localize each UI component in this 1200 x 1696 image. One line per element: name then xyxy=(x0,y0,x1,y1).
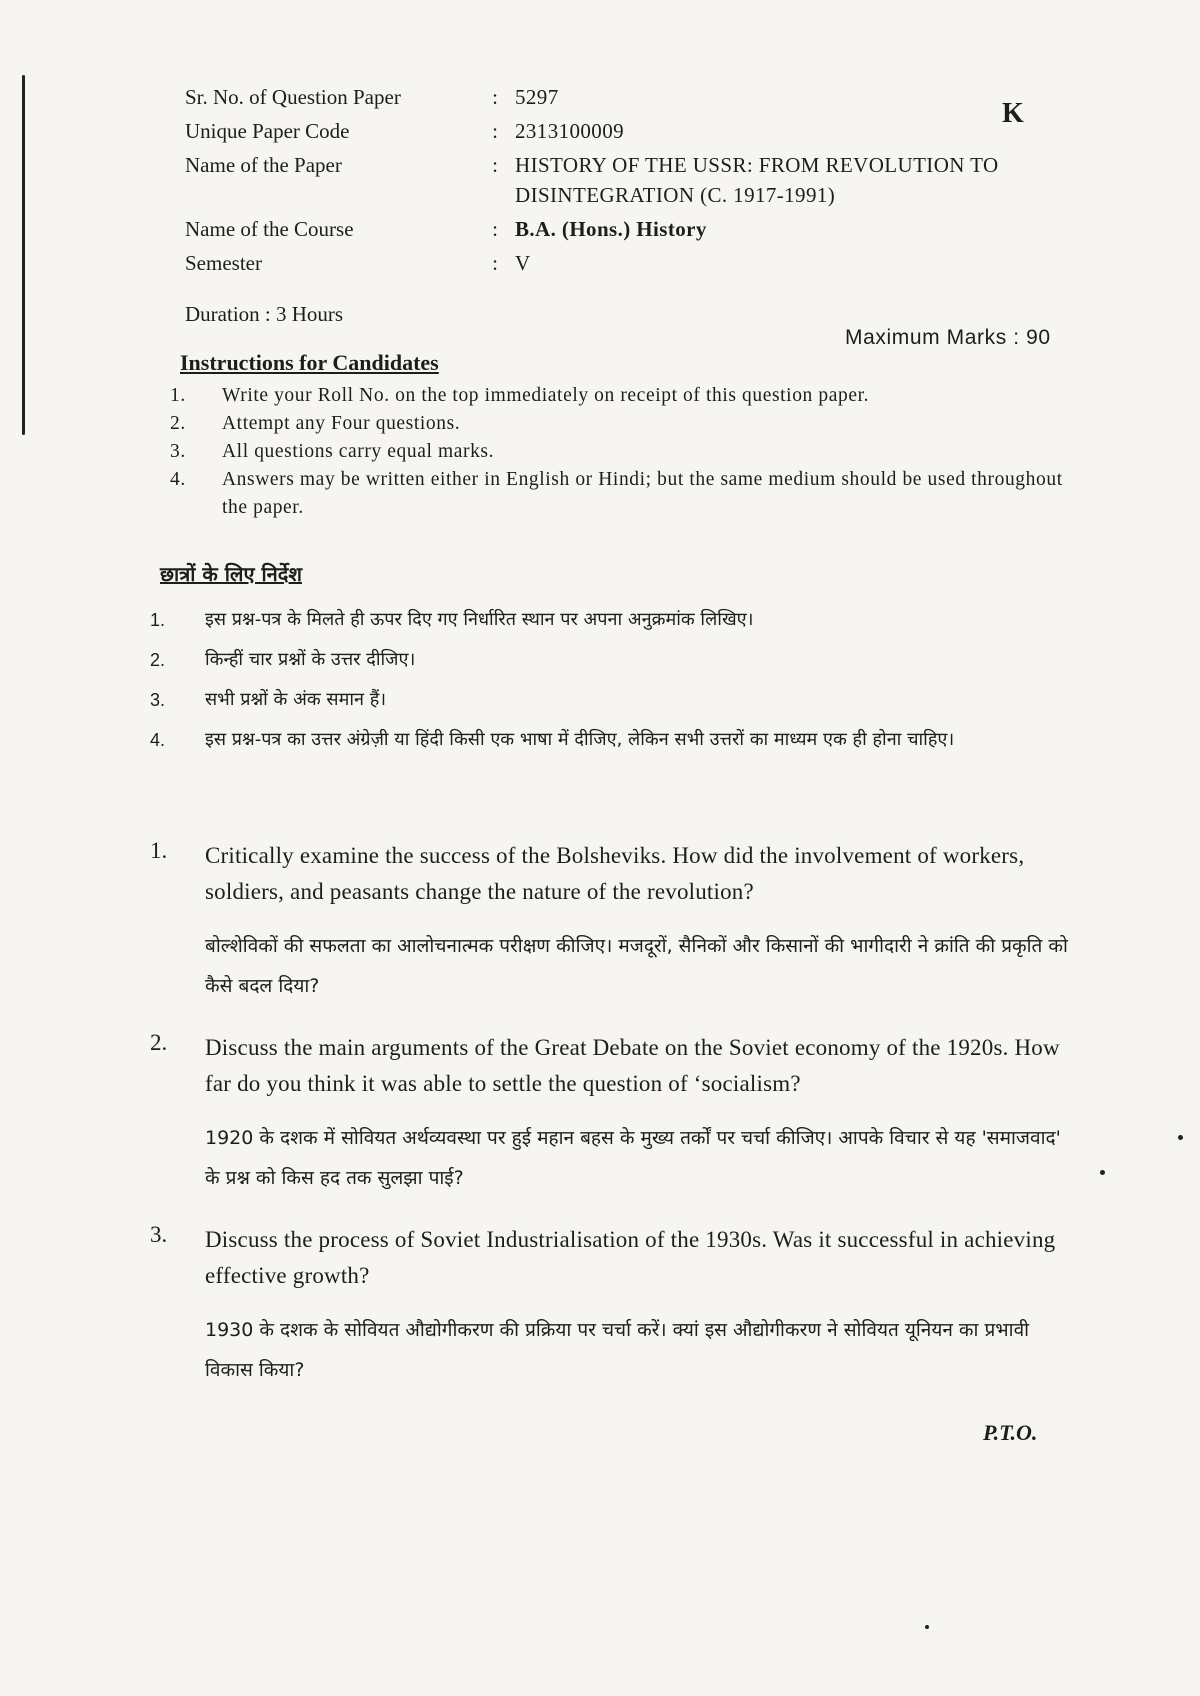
duration: Duration : 3 Hours xyxy=(185,302,344,326)
instruction-number: 2. xyxy=(150,650,166,670)
meta-colon: : xyxy=(492,251,498,275)
instruction-item xyxy=(150,720,1050,760)
instruction-item xyxy=(170,438,1070,466)
meta-row-course xyxy=(185,214,1085,244)
instruction-number: 3. xyxy=(170,441,186,462)
instruction-number: 2. xyxy=(170,413,186,434)
meta-value: 5297 xyxy=(515,85,559,109)
question-number: 1. xyxy=(150,838,168,863)
meta-label: Unique Paper Code xyxy=(185,119,350,143)
instruction-number: 3. xyxy=(150,690,166,710)
instruction-text: Answers may be written either in English or Hindi; but the same medium should be used throughout the paper. xyxy=(222,469,1063,518)
scan-margin-line xyxy=(22,75,25,435)
meta-value: B.A. (Hons.) History xyxy=(515,217,707,241)
maximum-marks: Maximum Marks : 90 xyxy=(845,326,1051,349)
meta-colon: : xyxy=(492,217,498,241)
instruction-number: 1. xyxy=(170,385,186,406)
paper-details xyxy=(185,82,1085,282)
scan-speck xyxy=(1178,1135,1183,1140)
instruction-text: इस प्रश्न-पत्र के मिलते ही ऊपर दिए गए निर्धारित स्थान पर अपना अनुक्रमांक लिखिए। xyxy=(205,609,754,630)
instruction-text: किन्हीं चार प्रश्नों के उत्तर दीजिए। xyxy=(205,649,416,670)
instruction-item xyxy=(170,466,1070,522)
instructions-heading-en: Instructions for Candidates xyxy=(180,350,439,375)
instruction-item xyxy=(150,600,1050,640)
instruction-text: सभी प्रश्नों के अंक समान हैं। xyxy=(205,689,387,710)
instruction-number: 4. xyxy=(170,469,186,490)
question-text-hi: 1930 के दशक के सोवियत औद्योगीकरण की प्रक्रिया पर चर्चा करें। क्यां इस औद्योगीकरण ने सोवियत यूनियन का प्रभावी विकास किया? xyxy=(205,1319,1030,1381)
question-text-en: Discuss the main arguments of the Great Debate on the Soviet economy of the 1920s. How far do you think it was able to settle the question of ‘socialism? xyxy=(205,1035,1060,1096)
question-3 xyxy=(150,1222,1080,1390)
instruction-text: Write your Roll No. on the top immediately on receipt of this question paper. xyxy=(222,385,870,406)
meta-row-paper-code xyxy=(185,116,1085,146)
paper-set-letter: K xyxy=(1002,98,1024,129)
meta-label: Name of the Paper xyxy=(185,153,342,177)
question-text-en: Critically examine the success of the Bolsheviks. How did the involvement of workers, soldiers, and peasants change the nature of the revolution? xyxy=(205,843,1025,904)
meta-label: Sr. No. of Question Paper xyxy=(185,85,401,109)
scan-speck xyxy=(1100,1170,1105,1175)
instruction-text: Attempt any Four questions. xyxy=(222,413,461,434)
meta-colon: : xyxy=(492,119,498,143)
meta-row-serial xyxy=(185,82,1085,112)
question-1 xyxy=(150,838,1080,1006)
question-2 xyxy=(150,1030,1080,1198)
instructions-list-en xyxy=(170,382,1070,522)
meta-row-semester xyxy=(185,248,1085,278)
question-text-en: Discuss the process of Soviet Industrialisation of the 1930s. Was it successful in achieving effective growth? xyxy=(205,1227,1056,1288)
instruction-item xyxy=(150,680,1050,720)
question-text-hi: बोल्शेविकों की सफलता का आलोचनात्मक परीक्षण कीजिए। मजदूरों, सैनिकों और किसानों की भागीदारी ने क्रांति की प्रकृति को कैसे बदल दिया? xyxy=(205,935,1068,997)
meta-row-paper-name xyxy=(185,150,1085,210)
meta-label: Semester xyxy=(185,251,262,275)
meta-value: HISTORY OF THE USSR: FROM REVOLUTION TO DISINTEGRATION (C. 1917-1991) xyxy=(515,153,999,207)
meta-value: 2313100009 xyxy=(515,119,624,143)
instruction-number: 1. xyxy=(150,610,166,630)
meta-colon: : xyxy=(492,85,498,109)
instruction-item xyxy=(170,410,1070,438)
meta-label: Name of the Course xyxy=(185,217,354,241)
question-text-hi: 1920 के दशक में सोवियत अर्थव्यवस्था पर हुई महान बहस के मुख्य तर्कों पर चर्चा कीजिए। आपके विचार से यह 'समाजवाद' के प्रश्न को किस हद तक सुलझा पाई? xyxy=(205,1127,1061,1189)
instruction-number: 4. xyxy=(150,730,166,750)
scan-speck xyxy=(925,1625,929,1629)
instruction-item xyxy=(150,640,1050,680)
instructions-list-hi xyxy=(150,600,1050,760)
instruction-text: All questions carry equal marks. xyxy=(222,441,495,462)
meta-colon: : xyxy=(492,153,498,177)
question-number: 2. xyxy=(150,1030,168,1055)
instruction-item xyxy=(170,382,1070,410)
instruction-text: इस प्रश्न-पत्र का उत्तर अंग्रेज़ी या हिंदी किसी एक भाषा में दीजिए, लेकिन सभी उत्तरों का माध्यम एक ही होना चाहिए। xyxy=(205,729,955,750)
please-turn-over: P.T.O. xyxy=(983,1420,1038,1445)
question-number: 3. xyxy=(150,1222,168,1247)
meta-value: V xyxy=(515,251,531,275)
instructions-heading-hi: छात्रों के लिए निर्देश xyxy=(160,562,302,586)
